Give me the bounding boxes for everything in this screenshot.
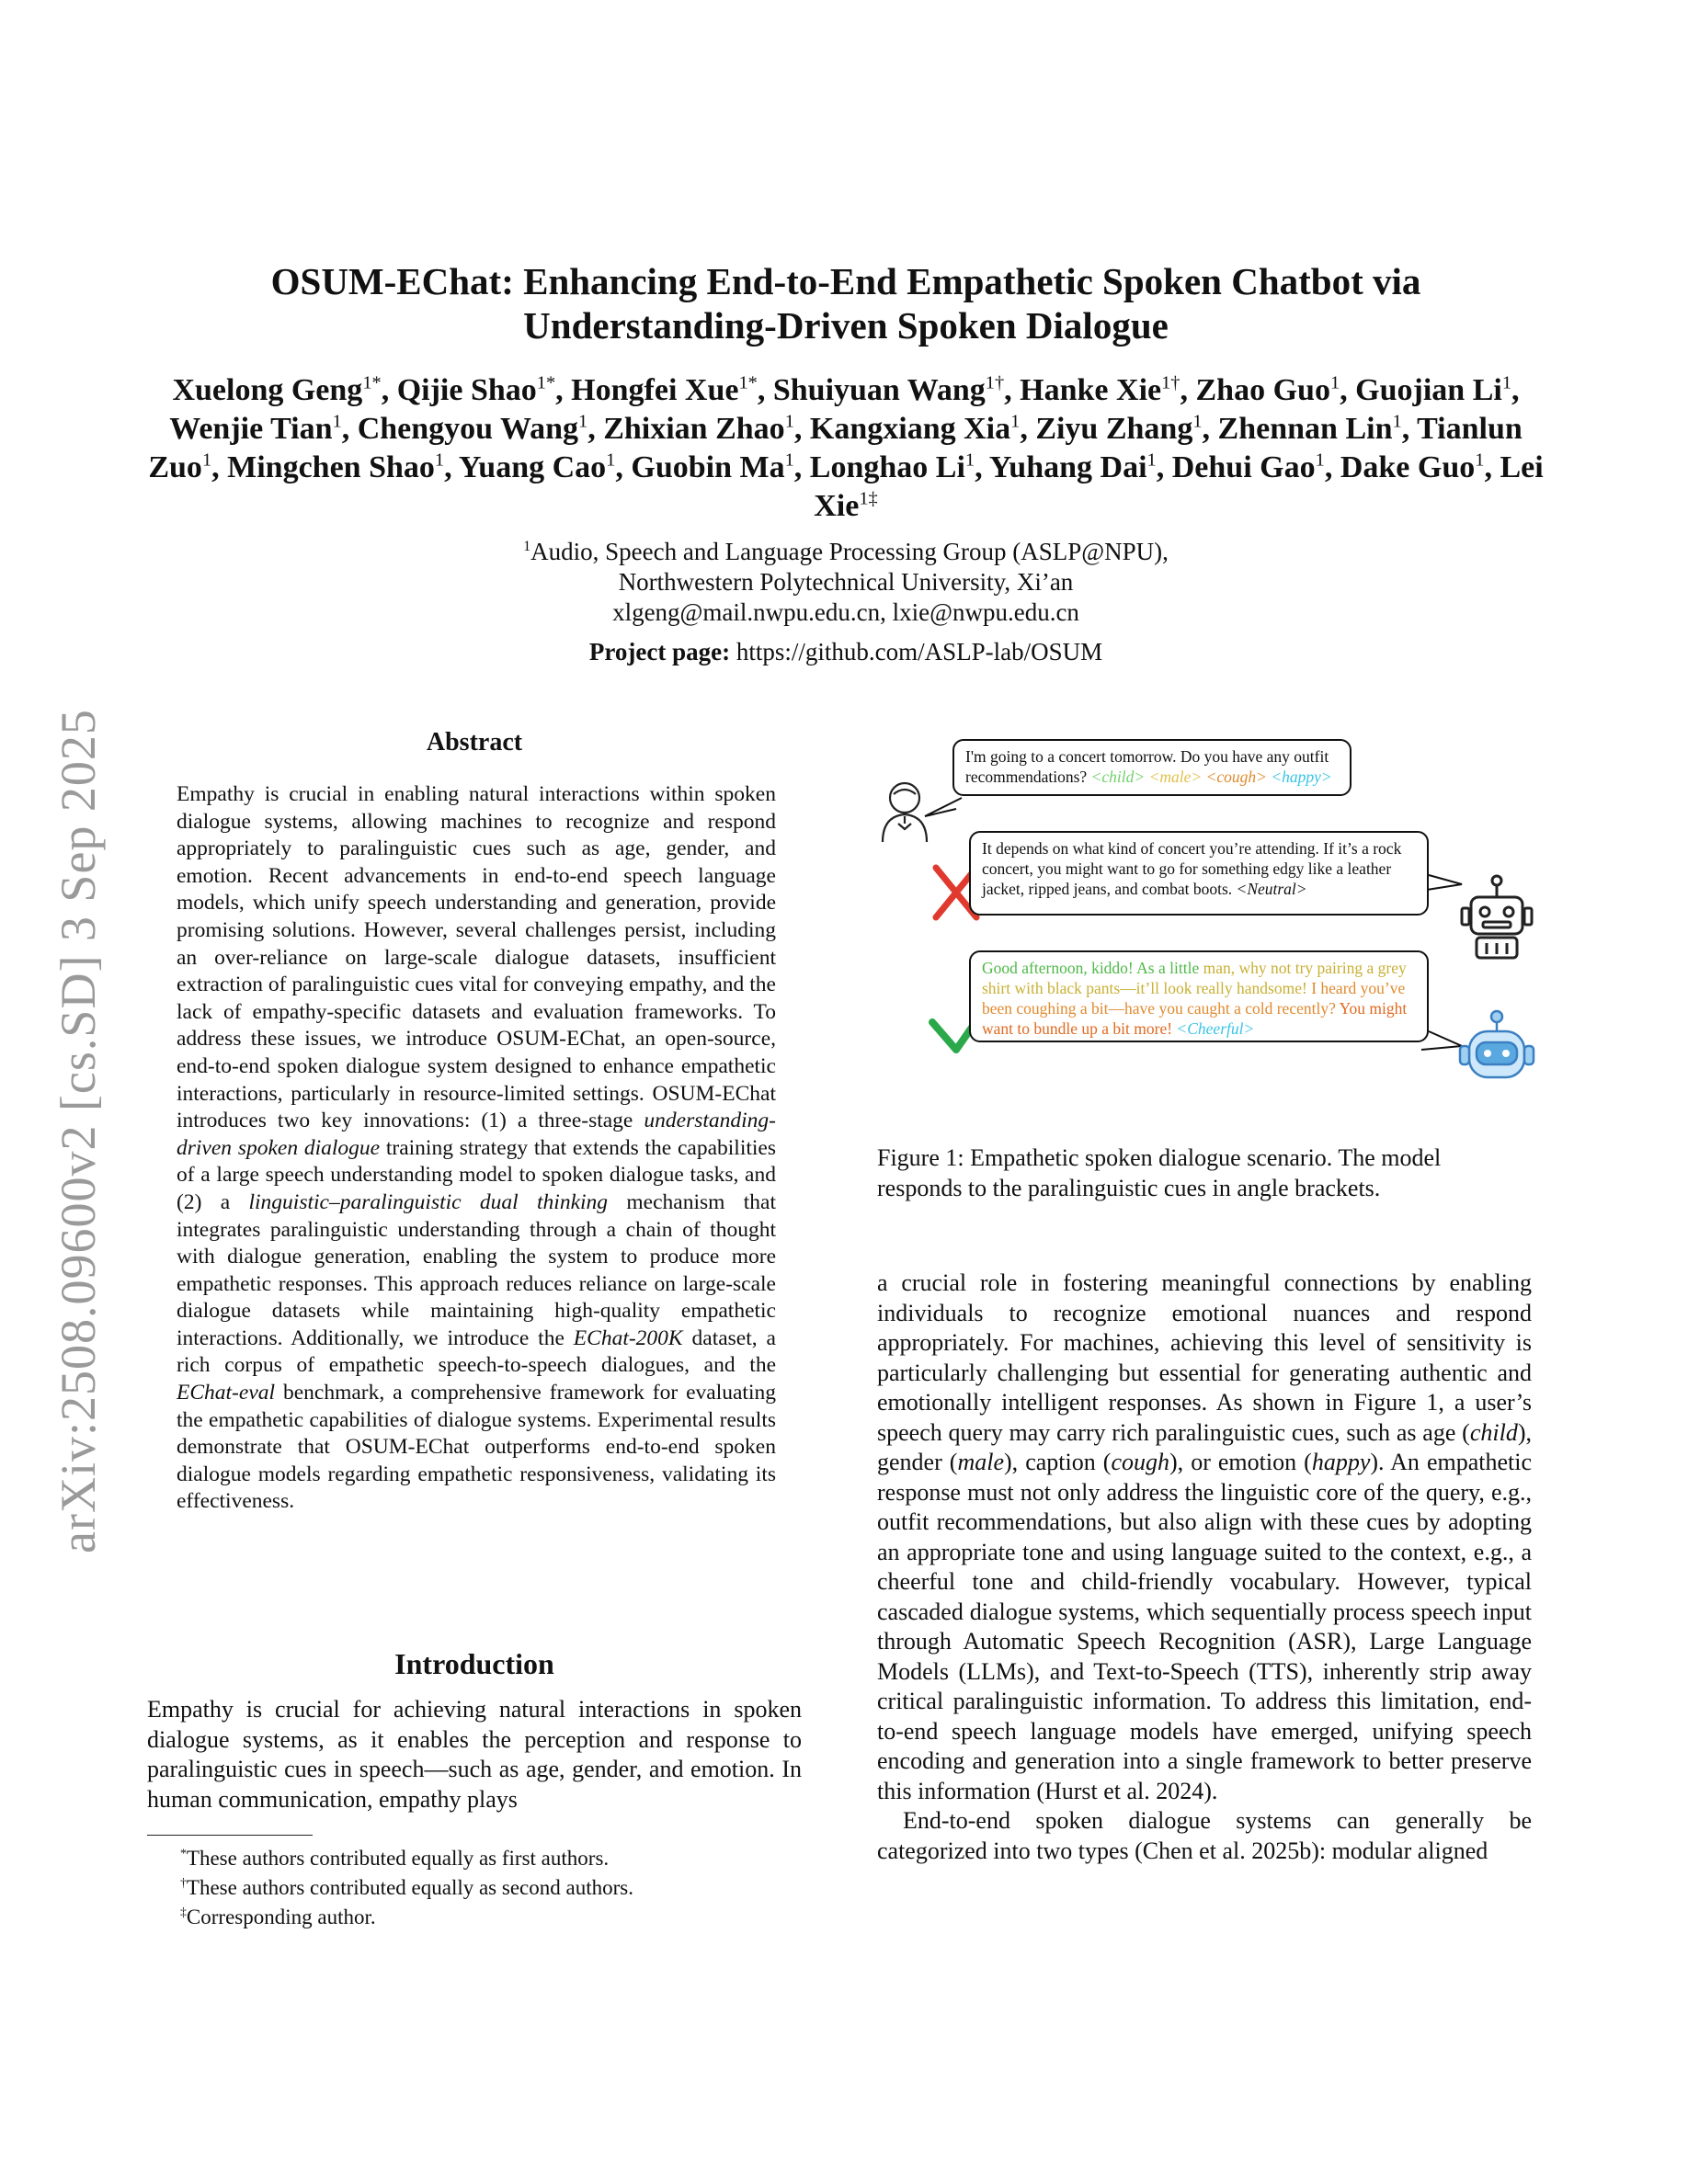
title-line-1: OSUM-EChat: Enhancing End-to-End Empathetic Spoken Chatbot via <box>270 260 1421 302</box>
author-emails[interactable]: xlgeng@mail.nwpu.edu.cn, lxie@nwpu.edu.cn <box>612 598 1079 626</box>
author-name: Hanke Xie$^{1\dagger}$ <box>1020 372 1180 407</box>
affiliation <box>138 537 1554 628</box>
author-name: Zhennan Lin$^1$ <box>1217 411 1402 446</box>
paper-title <box>138 259 1554 347</box>
footnote-corresponding: ‡Corresponding author. <box>180 1905 376 1928</box>
paragraph-empathy-role: a crucial role in fostering meaningful connections by enabling individuals to recognize emotional nuances and respond appropriately. For machines, achieving this level of sensitivity is particularly challenging but essential for generating authentic and emotionally intelligent responses. As shown in Figure 1, a user’s speech query may carry rich paralinguistic cues, such as age (child), gender (male), caption (cough), or emotion (happy). An empathetic response must not only address the linguistic core of the query, e.g., outfit recommendations, but also align with these cues by adopting an appropriate tone and using language suited to the context, e.g., a cheerful tone and child-friendly vocabulary. However, typical cascaded dialogue systems, which sequentially process speech input through Automatic Speech Recognition (ASR), Large Language Models (LLMs), and Text-to-Speech (TTS), inherently strip away critical paralinguistic information. To address this limitation, end-to-end speech language models have emerged, unifying speech encoding and generation into a single framework to better preserve this information (Hurst et al. 2024). <box>877 1269 1533 1804</box>
tag-cough: <cough> <box>1205 768 1267 786</box>
author-name: Longhao Li$^1$ <box>809 449 975 484</box>
bad-bubble-tail <box>1427 875 1462 890</box>
affiliation-line-2: Northwestern Polytechnical University, Xi’an <box>618 568 1074 596</box>
author-name: Xuelong Geng$^{1*}$ <box>172 372 382 407</box>
introduction-heading: Introduction <box>394 1647 554 1680</box>
author-name: Kangxiang Xia$^1$ <box>809 411 1021 446</box>
author-name: Wenjie Tian$^1$ <box>169 411 342 446</box>
author-name: Dehui Gao$^1$ <box>1171 449 1325 484</box>
empathetic-reply-bubble: Good afternoon, kiddo! As a little man, why not try pairing a grey shirt with black pants—it’ll look really handsome! I heard you’ve been coughing a bit—have you caught a cold recently? You might want to bundle up a bit more! <Cheerful> <box>969 950 1429 1042</box>
author-name: Tianlun Zuo$^1$ <box>148 412 1523 484</box>
figure-caption: Figure 1: Empathetic spoken dialogue scenario. The model responds to the paralinguistic cues in angle brackets. <box>877 1144 1442 1201</box>
author-name: Yuhang Dai$^1$ <box>988 449 1157 484</box>
tag-male: <male> <box>1148 768 1203 786</box>
author-name: Guojian Li$^1$ <box>1355 372 1512 407</box>
project-label: Project page: <box>588 638 731 665</box>
author-name: Guobin Ma$^1$ <box>631 449 794 484</box>
author-name: Yuang Cao$^1$ <box>458 449 616 484</box>
abstract-text: Empathy is crucial in enabling natural interactions within spoken dialogue systems, allowing machines to recognize and respond appropriately to paralinguistic cues such as age, gender, and emotion. Recent advancements in end-to-end speech language models, which unify speech understanding and generation, provide promising solutions. However, several challenges persist, including an over-reliance on large-scale dialogue datasets, insufficient extraction of paralinguistic cues vital for conveying empathy, and the lack of empathy-specific datasets and evaluation frameworks. To address these issues, we introduce OSUM-EChat, an open-source, end-to-end spoken dialogue system designed to enhance empathetic interactions, particularly in resource-limited settings. OSUM-EChat introduces two key innovations: (1) a three-stage understanding-driven spoken dialogue training strategy that extends the capabilities of a large speech understanding model to spoken dialogue tasks, and (2) a linguistic–paralinguistic dual thinking mechanism that integrates paralinguistic understanding through a chain of thought with dialogue generation, enabling the system to produce more empathetic responses. This approach reduces reliance on large-scale dialogue datasets while maintaining high-quality empathetic interactions. Additionally, we introduce the EChat-200K dataset, a rich corpus of empathetic speech-to-speech dialogues, and the EChat-eval benchmark, a comprehensive framework for evaluating the empathetic capabilities of dialogue systems. Experimental results demonstrate that OSUM-EChat outperforms end-to-end spoken dialogue models regarding empathetic responsiveness, validating its effectiveness. <box>177 782 776 1514</box>
right-column-text <box>877 1268 1532 1866</box>
affiliation-mark: 1 <box>523 538 531 554</box>
abstract-heading: Abstract <box>426 728 523 756</box>
title-line-2: Understanding-Driven Spoken Dialogue <box>523 304 1169 347</box>
user-bubble-tail <box>925 798 962 816</box>
arxiv-identifier: arXiv:2508.09600v2 [cs.SD] 3 Sep 2025 <box>51 709 106 1553</box>
author-name: Dake Guo$^1$ <box>1340 449 1485 484</box>
author-name: Hongfei Xue$^{1*}$ <box>571 372 758 407</box>
author-name: Zhixian Zhao$^1$ <box>603 411 794 446</box>
author-name: Lei Xie$^{1\ddagger}$ <box>814 450 1544 523</box>
neutral-reply-bubble: It depends on what kind of concert you’re attending. If it’s a rock concert, you might want to go for something edgy like a leather jacket, ripped jeans, and combat boots. <Neutral> <box>969 831 1429 916</box>
footnote-second-authors: †These authors contributed equally as second authors. <box>180 1875 633 1899</box>
figure-1 <box>873 728 1535 1086</box>
tag-happy: <happy> <box>1271 768 1332 786</box>
user-query-bubble: I'm going to a concert tomorrow. Do you have any outfit recommendations? <child> <male> <cough> <happy> <box>952 739 1352 796</box>
paragraph-e2e-systems: End-to-end spoken dialogue systems can generally be categorized into two types (Chen et al. 2025b): modular aligned <box>877 1807 1532 1864</box>
author-name: Ziyu Zhang$^1$ <box>1035 411 1203 446</box>
tag-neutral: <Neutral> <box>1236 880 1307 898</box>
user-person-icon <box>883 783 927 842</box>
author-name: Shuiyuan Wang$^{1\dagger}$ <box>772 372 1005 407</box>
tag-cheerful: <Cheerful> <box>1176 1019 1255 1038</box>
author-name: Chengyou Wang$^1$ <box>357 411 588 446</box>
project-page <box>138 638 1554 666</box>
project-url-link[interactable]: https://github.com/ASLP-lab/OSUM <box>736 638 1103 665</box>
author-name: Zhao Guo$^1$ <box>1195 372 1340 407</box>
robot-icon-empathetic <box>1460 1011 1534 1077</box>
tag-child: <child> <box>1090 768 1146 786</box>
footnote-divider <box>147 1835 313 1836</box>
introduction-text: Empathy is crucial for achieving natural interactions in spoken dialogue systems, as it enables the perception and response to paralinguistic cues in speech—such as age, gender, and emotion. In human communication, empathy plays <box>147 1696 802 1813</box>
robot-icon-neutral <box>1462 876 1532 958</box>
footnotes <box>180 1844 633 1932</box>
footnote-first-authors: *These authors contributed equally as first authors. <box>180 1846 610 1870</box>
author-name: Mingchen Shao$^1$ <box>227 449 445 484</box>
author-list: Xuelong Geng$^{1*}$, Qijie Shao$^{1*}$, Hongfei Xue$^{1*}$, Shuiyuan Wang$^{1\dagger}$, Hanke Xie$^{1\dagger}$, Zhao Guo$^1$, Guojian Li$^1$, Wenjie Tian$^1$, Chengyou Wang$^1$, Zhixian Zhao$^1$, Kangxiang Xia$^1$, Ziyu Zhang$^1$, Zhennan Lin$^1$, Tianlun Zuo$^1$, Mingchen Shao$^1$, Yuang Cao$^1$, Guobin Ma$^1$, Longhao Li$^1$, Yuhang Dai$^1$, Dehui Gao$^1$, Dake Guo$^1$, Lei Xie$^{1\ddagger}$ <box>148 372 1544 523</box>
affiliation-line-1: Audio, Speech and Language Processing Group (ASLP@NPU), <box>530 538 1169 565</box>
author-name: Qijie Shao$^{1*}$ <box>396 372 556 407</box>
